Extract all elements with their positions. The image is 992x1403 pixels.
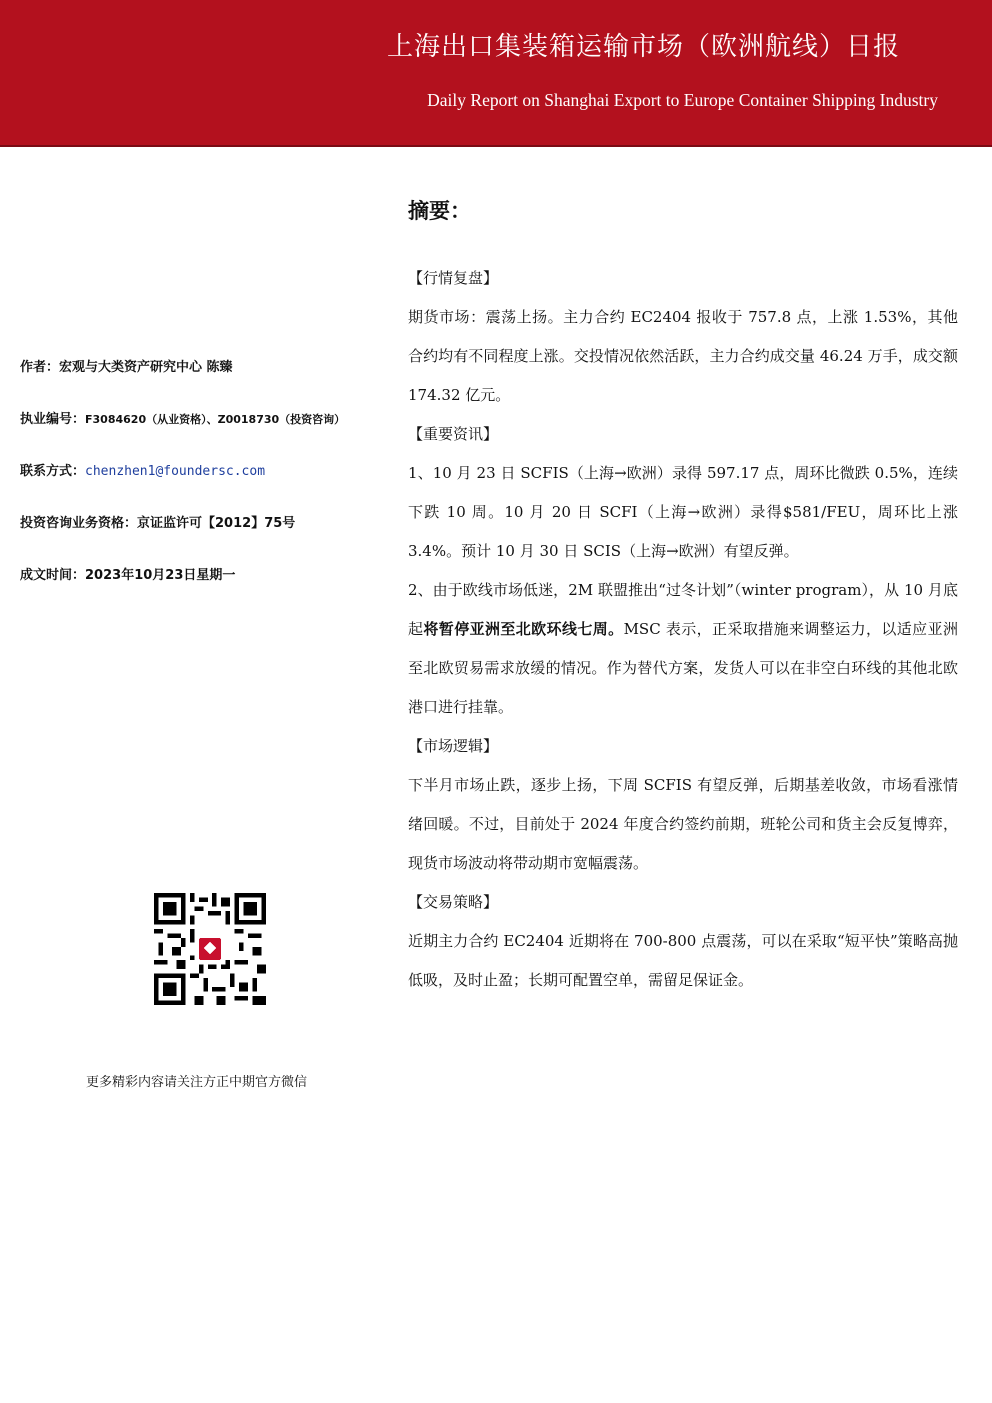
key-news-item-2-pre: 2、由于欧线市场低迷，2M 联盟推出“过冬计划”（winter program），从 10 月底起 bbox=[408, 581, 958, 638]
license-value: F3084620（从业资格）、Z0018730（投资咨询） bbox=[85, 413, 346, 426]
date-label: 成文时间： bbox=[20, 568, 86, 583]
wechat-qr-code bbox=[154, 893, 266, 1005]
key-news-item-1: 1、10 月 23 日 SCFIS（上海→欧洲）录得 597.17 点，周环比微跌 0.5%，连续下跌 10 周。10 月 20 日 SCFI（上海→欧洲）录得$581/FEU，周环比上涨 3.4%。预计 10 月 30 日 SCIS（上海→欧洲）有望反弹。 bbox=[408, 464, 958, 560]
qualification-value: 京证监许可【2012】75号 bbox=[137, 516, 296, 531]
report-title-cn: 上海出口集装箱运输市场（欧洲航线）日报 bbox=[386, 32, 900, 62]
qualification-label: 投资咨询业务资格： bbox=[20, 516, 138, 531]
report-header bbox=[0, 0, 992, 147]
key-news-item-2 bbox=[408, 571, 958, 727]
section-title-key-news: 【重要资讯】 bbox=[408, 425, 499, 443]
trading-strategy-text: 近期主力合约 EC2404 近期将在 700-800 点震荡，可以在采取“短平快”策略高抛低吸，及时止盈；长期可配置空单，需留足保证金。 bbox=[408, 932, 958, 989]
author-info bbox=[20, 355, 380, 615]
license-row bbox=[20, 407, 380, 459]
license-label: 执业编号： bbox=[20, 412, 86, 427]
date-value: 2023年10月23日星期一 bbox=[85, 568, 236, 583]
qualification-row bbox=[20, 511, 380, 563]
key-news-item-2-post: MSC 表示，正采取措施来调整运力，以适应亚洲至北欧贸易需求放缓的情况。作为替代方案，发货人可以在非空白环线的其他北欧港口进行挂靠。 bbox=[408, 620, 958, 716]
section-title-trading-strategy: 【交易策略】 bbox=[408, 893, 499, 911]
author-label: 作者： bbox=[20, 360, 60, 375]
report-title-en: Daily Report on Shanghai Export to Europe Container Shipping Industry bbox=[427, 90, 938, 110]
market-logic-text: 下半月市场止跌，逐步上扬，下周 SCFIS 有望反弹，后期基差收敛，市场看涨情绪回暖。不过，目前处于 2024 年度合约签约前期，班轮公司和货主会反复博弈，现货市场波动将带动期市宽幅震荡。 bbox=[408, 776, 958, 872]
section-title-market-logic: 【市场逻辑】 bbox=[408, 737, 499, 755]
author-row bbox=[20, 355, 380, 407]
contact-row bbox=[20, 459, 380, 511]
summary-section bbox=[408, 195, 958, 1000]
contact-label: 联系方式： bbox=[20, 464, 86, 479]
market-review-text: 期货市场：震荡上扬。主力合约 EC2404 报收于 757.8 点，上涨 1.53%，其他合约均有不同程度上涨。交投情况依然活跃，主力合约成交量 46.24 万手，成交额 174.32 亿元。 bbox=[408, 308, 958, 404]
section-title-market-review: 【行情复盘】 bbox=[408, 269, 499, 287]
key-news-item-2-highlight: 将暂停亚洲至北欧环线七周。 bbox=[423, 620, 624, 638]
date-row bbox=[20, 563, 380, 615]
qr-caption: 更多精彩内容请关注方正中期官方微信 bbox=[86, 1075, 308, 1090]
author-value: 宏观与大类资产研究中心 陈臻 bbox=[59, 360, 233, 375]
summary-title: 摘要： bbox=[408, 199, 471, 223]
contact-email-link[interactable]: chenzhen1@foundersc.com bbox=[85, 464, 266, 479]
